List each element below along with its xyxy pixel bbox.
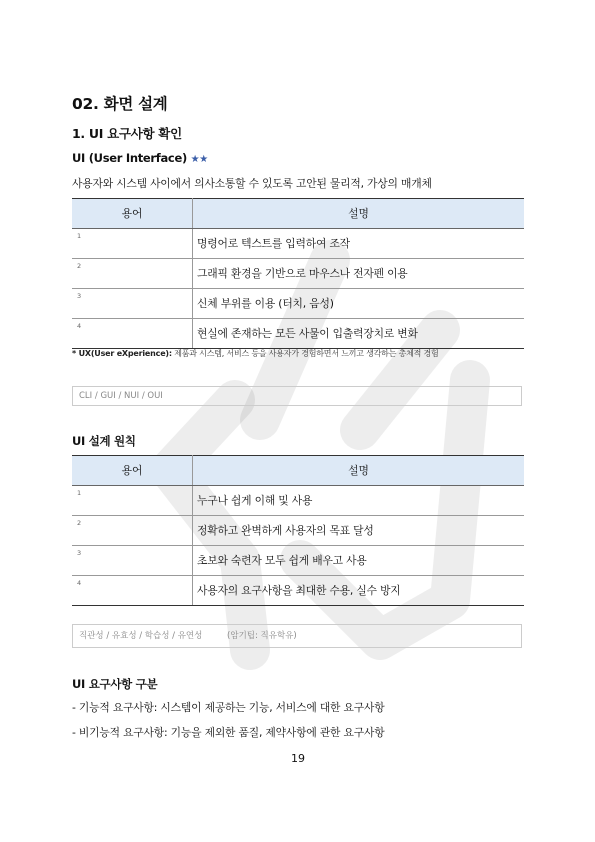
row-description: 초보와 숙련자 모두 쉽게 배우고 사용 — [193, 546, 525, 576]
row-number: 1 — [72, 229, 193, 259]
table-row — [72, 229, 524, 259]
table-row — [72, 546, 524, 576]
row-number: 4 — [72, 319, 193, 349]
table-row — [72, 516, 524, 546]
design-principles-heading: UI 설계 원칙 — [72, 434, 136, 448]
row-number: 1 — [72, 486, 193, 516]
row-number: 2 — [72, 516, 193, 546]
footnote-text: 제품과 시스템, 서비스 등을 사용자가 경험하면서 느끼고 생각하는 총체적 경험 — [174, 349, 439, 358]
row-number: 2 — [72, 259, 193, 289]
table-header-row — [72, 199, 524, 229]
row-description: 명령어로 텍스트를 입력하여 조작 — [193, 229, 525, 259]
memory-hint: (암기팁: 직유학유) — [227, 631, 297, 641]
table-row — [72, 259, 524, 289]
row-number: 4 — [72, 576, 193, 606]
list-item: - 비기능적 요구사항: 기능을 제외한 품질, 제약사항에 관한 요구사항 — [72, 726, 385, 739]
row-description: 신체 부위를 이용 (터치, 음성) — [193, 289, 525, 319]
page-number: 19 — [291, 752, 305, 765]
column-header-term: 용어 — [72, 456, 193, 486]
section-title: 02. 화면 설계 — [72, 95, 168, 113]
table-row — [72, 486, 524, 516]
row-description: 그래픽 환경을 기반으로 마우스나 전자펜 이용 — [193, 259, 525, 289]
table-row — [72, 289, 524, 319]
ui-definition: 사용자와 시스템 사이에서 의사소통할 수 있도록 고안된 물리적, 가상의 매개체 — [72, 177, 432, 190]
column-header-desc: 설명 — [193, 456, 525, 486]
column-header-term: 용어 — [72, 199, 193, 229]
row-description: 현실에 존재하는 모든 사물이 입출력장치로 변화 — [193, 319, 525, 349]
column-header-desc: 설명 — [193, 199, 525, 229]
ui-heading-text: UI (User Interface) — [72, 151, 187, 165]
table-row — [72, 576, 524, 606]
ux-footnote — [72, 348, 439, 359]
requirements-heading: UI 요구사항 구분 — [72, 677, 158, 691]
list-item: - 기능적 요구사항: 시스템이 제공하는 기능, 서비스에 대한 요구사항 — [72, 701, 385, 714]
ui-types-table — [72, 198, 524, 349]
row-description: 사용자의 요구사항을 최대한 수용, 실수 방지 — [193, 576, 525, 606]
row-number: 3 — [72, 289, 193, 319]
table-row — [72, 319, 524, 349]
ui-heading — [72, 151, 208, 165]
table-header-row — [72, 456, 524, 486]
row-description: 누구나 쉽게 이해 및 사용 — [193, 486, 525, 516]
subsection-title: 1. UI 요구사항 확인 — [72, 126, 182, 141]
row-description: 정확하고 완벽하게 사용자의 목표 달성 — [193, 516, 525, 546]
footnote-label: * UX(User eXperience): — [72, 349, 172, 358]
answer-text: 직관성 / 유효성 / 학습성 / 유연성 — [79, 631, 203, 641]
answer-box — [72, 624, 522, 648]
star-icon: ★★ — [190, 154, 208, 165]
design-principles-table — [72, 455, 524, 606]
row-number: 3 — [72, 546, 193, 576]
answer-box: CLI / GUI / NUI / OUI — [72, 386, 522, 406]
